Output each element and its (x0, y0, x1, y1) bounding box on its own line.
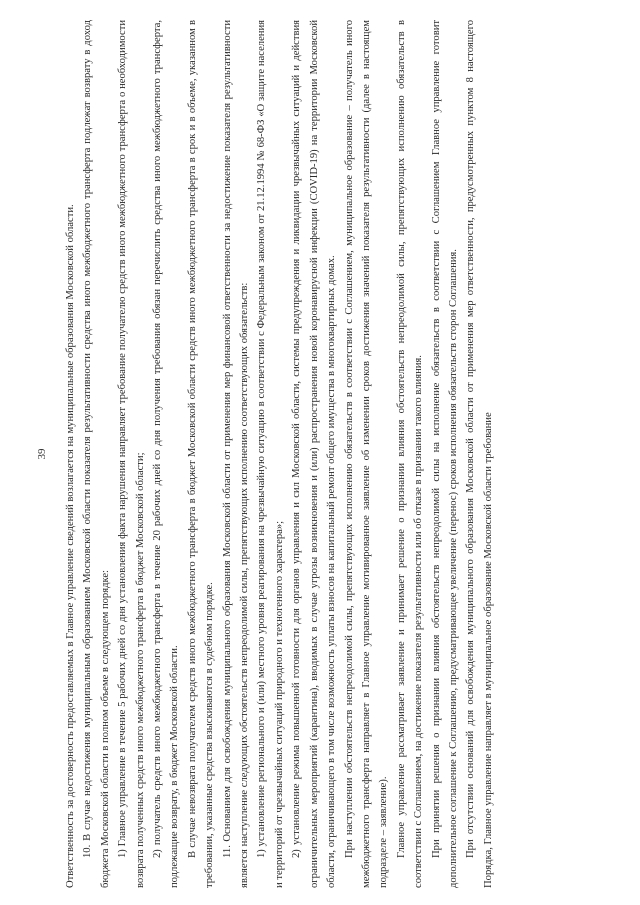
paragraph: 1) Главное управление в течение 5 рабочих дней со дня установления факта нарушения направляет требование получателю средств иного межбюджетного трансферта о необходимости возврата полученных средств иного межбюджетного трансферта в бюджет Московской области; (117, 20, 146, 888)
rotated-content (36, 20, 596, 888)
document-body (62, 20, 497, 888)
paragraph: 2) установление режима повышенной готовности для органов управления и сил Московской области, системы предупреждения и ликвидации чрезвычайных ситуаций и действия ограничительных мероприятий (карантина), вводимых в случае угрозы возникновения и (или) распространения новой коронавирусной инфекции (COVID-19) на территории Московской области, ограничивающего в том числе возможность уплаты взносов на капитальный ремонт общего имущества в многоквартирных домах. (291, 20, 338, 888)
paragraph: 2) получатель средств иного межбюджетного трансферта в течение 20 рабочих дней со дня получения требования обязан перечислить средства иного межбюджетного трансферта, подлежащие возврату, в бюджет Московской области. (152, 20, 181, 888)
paragraph: При принятии решения о признании влияния обстоятельств непреодолимой силы на исполнение обязательств в соответствии с Соглашением Главное управление готовит дополнительное соглашение к Соглашению, предусматривающее увеличение (перенос) сроков исполнения обязательств сторон Соглашения. (430, 20, 459, 888)
paragraph: При отсутствии оснований для освобождения муниципального образования Московской области от применения мер ответственности, предусмотренных пунктом 8 настоящего Порядка, Главное управление направляет в муниципальное образование Московской области требование (465, 20, 494, 888)
paragraph: При наступлении обстоятельств непреодолимой силы, препятствующих исполнению обязательств в соответствии с Соглашением, муниципальное образование – получатель иного межбюджетного трансферта направляет в Главное управление мотивированное заявление об изменении сроков достижения значений показателя результативности (далее в настоящем подразделе – заявление). (343, 20, 390, 888)
page-number: 39 (36, 448, 48, 460)
paragraph: 10. В случае недостижения муниципальным образованием Московской области показателя результативности средства иного межбюджетного трансферта подлежат возврату в доход бюджета Московской области в полном объеме в следующем порядке: (82, 20, 111, 888)
paragraph: Главное управление рассматривает заявление и принимает решение о признании влияния обстоятельств непреодолимой силы, препятствующих исполнению обязательств в соответствии с Соглашением, на достижение показателя результативности или об отказе в признании такого влияния. (395, 20, 425, 888)
paragraph: В случае невозврата получателем средств иного межбюджетного трансферта в бюджет Московской области средств иного межбюджетного трансферта в срок и в объеме, указанном в требовании, указанные средства взыскиваются в судебном порядке. (186, 20, 216, 888)
paragraph: Ответственность за достоверность предоставляемых в Главное управление сведений возлагается на муниципальные образования Московской области. (65, 204, 76, 888)
paragraph: 1) установление регионального и (или) местного уровня реагирования на чрезвычайную ситуацию в соответствии с Федеральным законом от 21.12.1994 № 68-ФЗ «О защите населения и территорий от чрезвычайных ситуаций природного и техногенного характера»; (256, 20, 285, 888)
paragraph: 11. Основанием для освобождения муниципального образования Московской области от применения мер финансовой ответственности за недостижение показателя результативности является наступление следующих обстоятельств непреодолимой силы, препятствующих исполнению соответствующих обязательств: (221, 20, 251, 888)
